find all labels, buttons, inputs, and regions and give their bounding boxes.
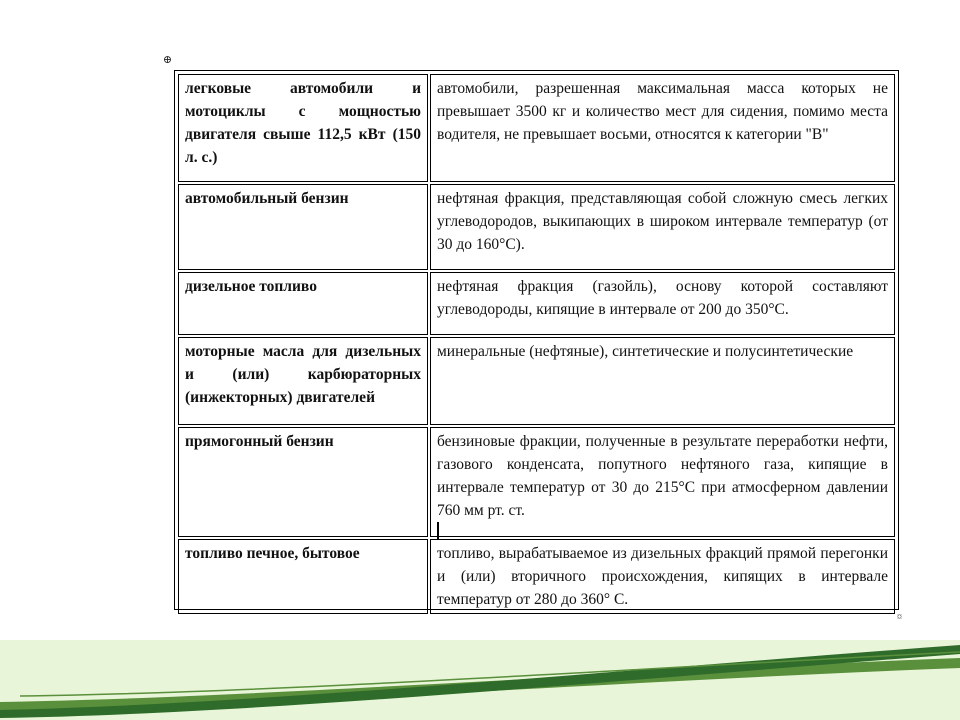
term-cell[interactable]: топливо печное, бытовое: [178, 539, 428, 614]
definition-cell[interactable]: бензиновые фракции, полученные в результате переработки нефти, газового конденсата, попутного нефтяного газа, кипящие в интервале температур от 30 до 215°С при атмосферном давлении 760 мм рт. ст.: [430, 427, 895, 537]
table-row: [178, 427, 895, 537]
term-cell[interactable]: легковые автомобили и мотоциклы с мощностью двигателя свыше 112,5 кВт (150 л. с.): [178, 74, 428, 182]
definition-cell[interactable]: топливо, вырабатываемое из дизельных фракций прямой перегонки и (или) вторичного происхождения, кипящих в интервале температур от 280 до 360° С.: [430, 539, 895, 614]
table-row: [178, 272, 895, 335]
table-row: [178, 337, 895, 425]
table-move-handle-icon[interactable]: ⊕: [162, 54, 173, 66]
definition-cell[interactable]: нефтяная фракция, представляющая собой сложную смесь легких углеводородов, выкипающих в широком интервале температур (от 30 до 160°С).: [430, 184, 895, 270]
green-swoosh-graphic: [0, 640, 960, 720]
definition-cell[interactable]: автомобили, разрешенная максимальная масса которых не превышает 3500 кг и количество мест для сидения, помимо места водителя, не превышает восьми, относятся к категории "В": [430, 74, 895, 182]
table-row: [178, 74, 895, 182]
text-cursor: [437, 522, 439, 540]
slide-decoration-band: [0, 640, 960, 720]
definition-cell[interactable]: нефтяная фракция (газойль), основу которой составляют углеводороды, кипящие в интервале от 200 до 350°С.: [430, 272, 895, 335]
term-cell[interactable]: автомобильный бензин: [178, 184, 428, 270]
definition-cell[interactable]: минеральные (нефтяные), синтетические и полусинтетические: [430, 337, 895, 425]
term-cell[interactable]: моторные масла для дизельных и (или) карбюраторных (инжекторных) двигателей: [178, 337, 428, 425]
definitions-table-frame: [174, 70, 899, 610]
table-row: [178, 184, 895, 270]
end-of-table-mark-icon: ¤: [897, 612, 902, 623]
definitions-table: [176, 72, 897, 616]
table-row: [178, 539, 895, 614]
term-cell[interactable]: прямогонный бензин: [178, 427, 428, 537]
term-cell[interactable]: дизельное топливо: [178, 272, 428, 335]
